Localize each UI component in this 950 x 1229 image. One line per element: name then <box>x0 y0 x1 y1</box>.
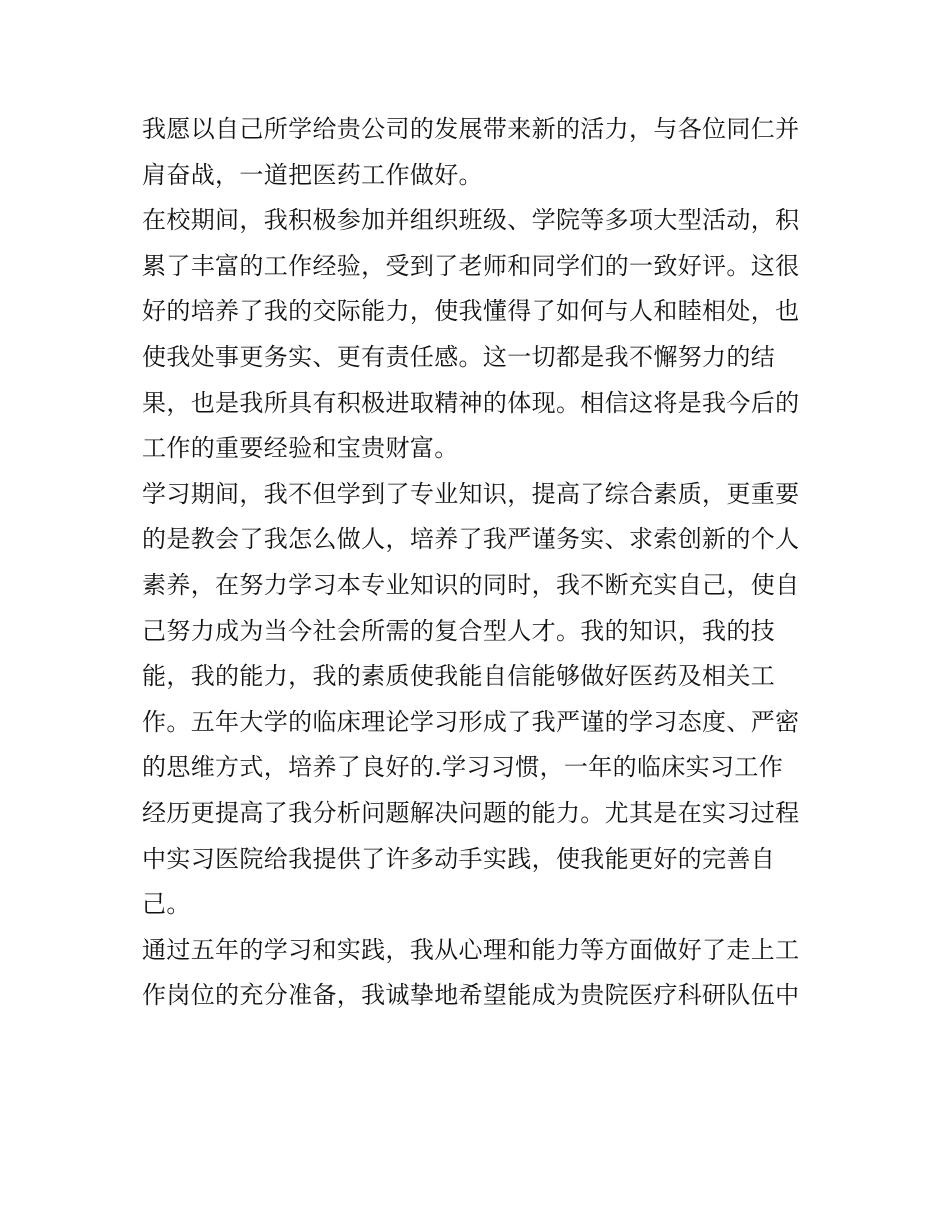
text-line-20: 作岗位的充分准备，我诚挚地希望能成为贵院医疗科研队伍中 <box>142 981 800 1010</box>
text-line-16: 经历更提高了我分析问题解决问题的能力。尤其是在实习过程 <box>142 798 800 827</box>
text-line-19: 通过五年的学习和实践，我从心理和能力等方面做好了走上工 <box>142 935 800 964</box>
text-line-9: 学习期间，我不但学到了专业知识，提高了综合素质，更重要 <box>142 479 800 508</box>
text-line-10: 的是教会了我怎么做人，培养了我严谨务实、求索创新的个人 <box>142 525 800 554</box>
text-line-7: 果，也是我所具有积极进取精神的体现。相信这将是我今后的 <box>142 388 800 417</box>
text-line-6: 使我处事更务实、更有责任感。这一切都是我不懈努力的结 <box>142 342 776 371</box>
text-line-15: 的思维方式，培养了良好的.学习习惯，一年的临床实习工作 <box>142 753 784 782</box>
text-line-18: 己。 <box>142 890 191 919</box>
text-line-14: 作。五年大学的临床理论学习形成了我严谨的学习态度、严密 <box>142 707 800 736</box>
text-line-1: 我愿以自己所学给贵公司的发展带来新的活力，与各位同仁并 <box>142 115 800 143</box>
text-line-17: 中实习医院给我提供了许多动手实践，使我能更好的完善自 <box>142 844 776 873</box>
text-line-11: 素养，在努力学习本专业知识的同时，我不断充实自己，使自 <box>142 570 800 599</box>
text-line-12: 己努力成为当今社会所需的复合型人才。我的知识，我的技 <box>142 616 776 645</box>
text-line-8: 工作的重要经验和宝贵财富。 <box>142 434 459 463</box>
text-line-3: 在校期间，我积极参加并组织班级、学院等多项大型活动，积 <box>142 206 800 235</box>
text-line-5: 好的培养了我的交际能力，使我懂得了如何与人和睦相处，也 <box>142 297 800 326</box>
body-text <box>142 107 822 1019</box>
text-line-13: 能，我的能力，我的素质使我能自信能够做好医药及相关工 <box>142 662 776 691</box>
text-line-2: 肩奋战，一道把医药工作做好。 <box>142 160 483 189</box>
text-line-4: 累了丰富的工作经验，受到了老师和同学们的一致好评。这很 <box>142 251 800 280</box>
